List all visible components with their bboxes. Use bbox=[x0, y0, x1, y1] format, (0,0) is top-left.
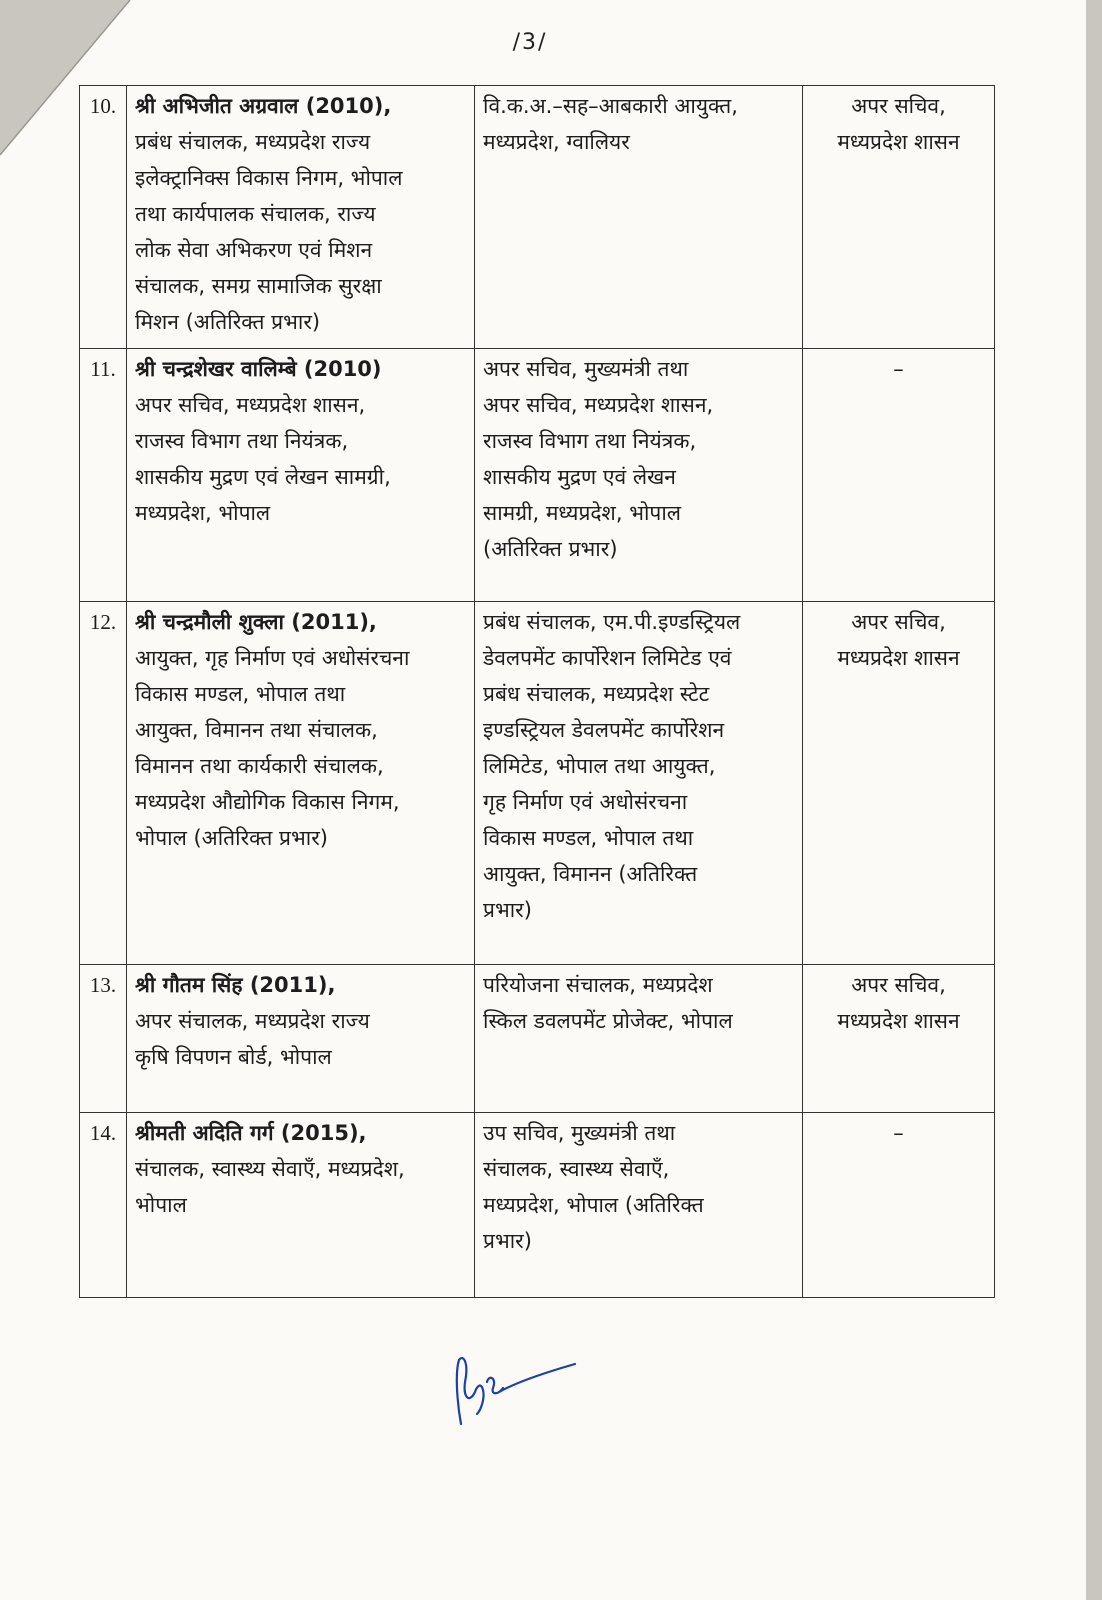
rank-line: मध्यप्रदेश शासन bbox=[837, 646, 960, 670]
serial-number: 12. bbox=[80, 602, 127, 965]
rank-line: अपर सचिव, bbox=[851, 94, 946, 118]
current-posting-line: मध्यप्रदेश औद्योगिक विकास निगम, bbox=[135, 790, 400, 814]
current-posting-line: लोक सेवा अभिकरण एवं मिशन bbox=[135, 238, 373, 262]
current-posting-line: कृषि विपणन बोर्ड, भोपाल bbox=[135, 1045, 332, 1069]
officer-current-posting-cell bbox=[127, 965, 475, 1113]
signature bbox=[447, 1352, 587, 1432]
current-posting-line: शासकीय मुद्रण एवं लेखन सामग्री, bbox=[135, 465, 391, 489]
new-posting-cell bbox=[475, 349, 803, 602]
new-posting-line: वि.क.अ.–सह–आबकारी आयुक्त, bbox=[483, 94, 738, 118]
rank-line: अपर सचिव, bbox=[851, 610, 946, 634]
serial-number: 10. bbox=[80, 86, 127, 349]
posting-table bbox=[79, 85, 995, 1298]
current-posting-line: प्रबंध संचालक, मध्यप्रदेश राज्य bbox=[135, 130, 371, 154]
new-posting-line: प्रभार) bbox=[483, 898, 532, 922]
ex-officio-rank-cell bbox=[803, 602, 995, 965]
new-posting-line: विकास मण्डल, भोपाल तथा bbox=[483, 826, 694, 850]
new-posting-line: डेवलपमेंट कार्पोरेशन लिमिटेड एवं bbox=[483, 646, 732, 670]
rank-line: मध्यप्रदेश शासन bbox=[837, 1009, 960, 1033]
new-posting-line: सामग्री, मध्यप्रदेश, भोपाल bbox=[483, 501, 681, 525]
rank-line: – bbox=[893, 357, 904, 381]
page-number: /3/ bbox=[512, 30, 548, 55]
current-posting-line: भोपाल bbox=[135, 1193, 187, 1217]
new-posting-line: मध्यप्रदेश, ग्वालियर bbox=[483, 130, 630, 154]
officer-name: श्री गौतम सिंह (2011), bbox=[135, 973, 336, 997]
new-posting-line: गृह निर्माण एवं अधोसंरचना bbox=[483, 790, 688, 814]
current-posting-line: तथा कार्यपालक संचालक, राज्य bbox=[135, 202, 376, 226]
current-posting-line: संचालक, स्वास्थ्य सेवाऍं, मध्यप्रदेश, bbox=[135, 1157, 405, 1181]
officer-current-posting-cell bbox=[127, 349, 475, 602]
new-posting-line: मध्यप्रदेश, भोपाल (अतिरिक्त bbox=[483, 1193, 704, 1217]
new-posting-line: प्रबंध संचालक, मध्यप्रदेश स्टेट bbox=[483, 682, 710, 706]
officer-current-posting-cell bbox=[127, 602, 475, 965]
ex-officio-rank-cell bbox=[803, 86, 995, 349]
rank-line: – bbox=[893, 1121, 904, 1145]
serial-number: 11. bbox=[80, 349, 127, 602]
new-posting-line: परियोजना संचालक, मध्यप्रदेश bbox=[483, 973, 713, 997]
ex-officio-rank-cell bbox=[803, 1113, 995, 1298]
ex-officio-rank-cell bbox=[803, 965, 995, 1113]
current-posting-line: मध्यप्रदेश, भोपाल bbox=[135, 501, 271, 525]
rank-line: मध्यप्रदेश शासन bbox=[837, 130, 960, 154]
current-posting-line: संचालक, समग्र सामाजिक सुरक्षा bbox=[135, 274, 382, 298]
rank-line: अपर सचिव, bbox=[851, 973, 946, 997]
current-posting-line: अपर संचालक, मध्यप्रदेश राज्य bbox=[135, 1009, 370, 1033]
new-posting-line: राजस्व विभाग तथा नियंत्रक, bbox=[483, 429, 697, 453]
officer-name: श्री चन्द्रशेखर वालिम्बे (2010) bbox=[135, 357, 382, 381]
new-posting-line: स्किल डवलपमेंट प्रोजेक्ट, भोपाल bbox=[483, 1009, 733, 1033]
new-posting-cell bbox=[475, 965, 803, 1113]
new-posting-cell bbox=[475, 86, 803, 349]
officer-name: श्रीमती अदिति गर्ग (2015), bbox=[135, 1121, 367, 1145]
table-row bbox=[80, 349, 995, 602]
new-posting-line: अपर सचिव, मध्यप्रदेश शासन, bbox=[483, 393, 714, 417]
table-row bbox=[80, 965, 995, 1113]
current-posting-line: राजस्व विभाग तथा नियंत्रक, bbox=[135, 429, 349, 453]
table-row bbox=[80, 602, 995, 965]
table-row bbox=[80, 1113, 995, 1298]
current-posting-line: इलेक्ट्रानिक्स विकास निगम, भोपाल bbox=[135, 166, 403, 190]
ex-officio-rank-cell bbox=[803, 349, 995, 602]
current-posting-line: आयुक्त, गृह निर्माण एवं अधोसंरचना bbox=[135, 646, 410, 670]
new-posting-line: आयुक्त, विमानन (अतिरिक्त bbox=[483, 862, 698, 886]
officer-name: श्री अभिजीत अग्रवाल (2010), bbox=[135, 94, 392, 118]
new-posting-line: उप सचिव, मुख्यमंत्री तथा bbox=[483, 1121, 676, 1145]
new-posting-line: इण्डस्ट्रियल डेवलपमेंट कार्पोरेशन bbox=[483, 718, 725, 742]
new-posting-line: प्रबंध संचालक, एम.पी.इण्डस्ट्रियल bbox=[483, 610, 741, 634]
new-posting-cell bbox=[475, 1113, 803, 1298]
current-posting-line: अपर सचिव, मध्यप्रदेश शासन, bbox=[135, 393, 366, 417]
serial-number: 13. bbox=[80, 965, 127, 1113]
officer-name: श्री चन्द्रमौली शुक्ला (2011), bbox=[135, 610, 377, 634]
table-row bbox=[80, 86, 995, 349]
current-posting-line: विमानन तथा कार्यकारी संचालक, bbox=[135, 754, 384, 778]
new-posting-line: प्रभार) bbox=[483, 1229, 532, 1253]
new-posting-line: अपर सचिव, मुख्यमंत्री तथा bbox=[483, 357, 689, 381]
new-posting-line: शासकीय मुद्रण एवं लेखन bbox=[483, 465, 676, 489]
new-posting-cell bbox=[475, 602, 803, 965]
new-posting-line: संचालक, स्वास्थ्य सेवाऍं, bbox=[483, 1157, 670, 1181]
current-posting-line: विकास मण्डल, भोपाल तथा bbox=[135, 682, 346, 706]
new-posting-line: लिमिटेड, भोपाल तथा आयुक्त, bbox=[483, 754, 716, 778]
serial-number: 14. bbox=[80, 1113, 127, 1298]
current-posting-line: आयुक्त, विमानन तथा संचालक, bbox=[135, 718, 378, 742]
officer-current-posting-cell bbox=[127, 1113, 475, 1298]
current-posting-line: भोपाल (अतिरिक्त प्रभार) bbox=[135, 826, 328, 850]
new-posting-line: (अतिरिक्त प्रभार) bbox=[483, 537, 618, 561]
current-posting-line: मिशन (अतिरिक्त प्रभार) bbox=[135, 310, 321, 334]
officer-current-posting-cell bbox=[127, 86, 475, 349]
